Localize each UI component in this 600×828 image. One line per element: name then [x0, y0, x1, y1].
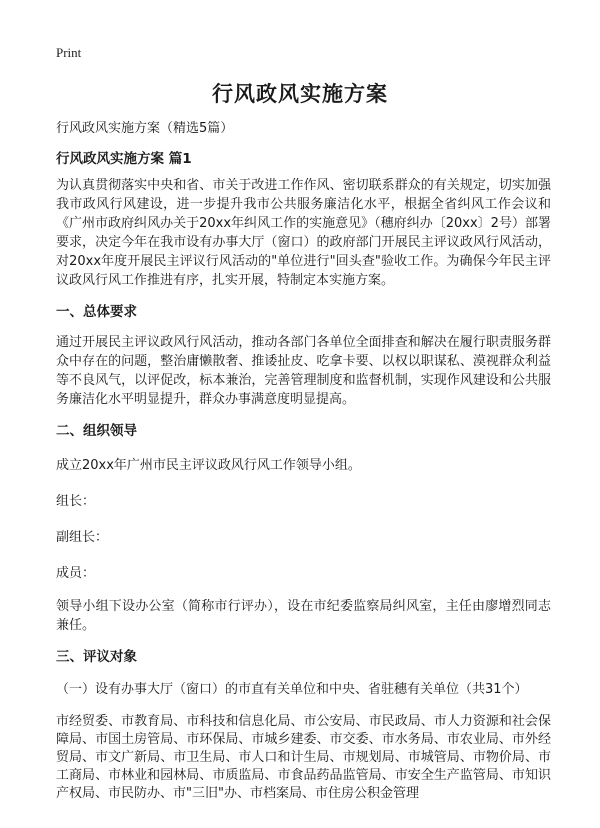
- section-heading-evaluation-targets: 三、评议对象: [56, 649, 137, 665]
- deputy-leader-label: 副组长：: [56, 530, 109, 545]
- article-heading: 行风政风实施方案 篇1: [56, 151, 192, 167]
- document-body: [56, 120, 551, 803]
- office-paragraph: 领导小组下设办公室（简称市行评办），设在市纪委监察局纠风室，主任由廖增烈同志兼任。: [56, 599, 551, 633]
- print-link[interactable]: Print: [56, 45, 82, 60]
- evaluation-targets-list: 市经贸委、市教育局、市科技和信息化局、市公安局、市民政局、市人力资源和社会保障局、市国土房管局、市环保局、市城乡建委、市交委、市水务局、市农业局、市外经贸局、市文广新局、市卫生局、市人口和计生局、市规划局、市城管局、市物价局、市工商局、市林业和园林局、市质监局、市食品药品监管局、市安全生产监管局、市知识产权局、市民防办、市"三旧"办、市档案局、市住房公积金管理: [56, 714, 551, 801]
- section-heading-general-requirements: 一、总体要求: [56, 304, 137, 320]
- evaluation-targets-subheading: （一）设有办事大厅（窗口）的市直有关单位和中央、省驻穗有关单位（共31个）: [56, 682, 528, 697]
- general-requirements-paragraph: 通过开展民主评议政风行风活动，推动各部门各单位全面排查和解决在履行职责服务群众中存在的问题，整治庸懒散奢、推诿扯皮、吃拿卡要、以权以职谋私、漠视群众利益等不良风气，以评促改，标本兼治，完善管理制度和监督机制，实现作风建设和公共服务廉洁化水平明显提升，群众办事满意度明显提高。: [56, 335, 551, 407]
- group-leader-label: 组长：: [56, 494, 96, 509]
- section-heading-organization: 二、组织领导: [56, 423, 137, 439]
- intro-paragraph: 为认真贯彻落实中央和省、市关于改进工作作风、密切联系群众的有关规定，切实加强我市政风行风建设，进一步提升我市公共服务廉洁化水平，根据全省纠风工作会议和《广州市政府纠风办关于20xx年纠风工作的实施意见》（穗府纠办〔20xx〕2号）部署要求，决定今年在我市设有办事大厅（窗口）的政府部门开展民主评议政风行风活动，对20xx年度开展民主评议行风活动的"单位进行"回头查"验收工作。为确保今年民主评议政风行风工作推进有序，扎实开展，特制定本实施方案。: [56, 178, 551, 288]
- document-title: 行风政风实施方案: [212, 82, 388, 106]
- members-label: 成员：: [56, 566, 96, 581]
- document-subtitle: 行风政风实施方案（精选5篇）: [56, 121, 234, 136]
- leading-group-paragraph: 成立20xx年广州市民主评议政风行风工作领导小组。: [56, 458, 361, 473]
